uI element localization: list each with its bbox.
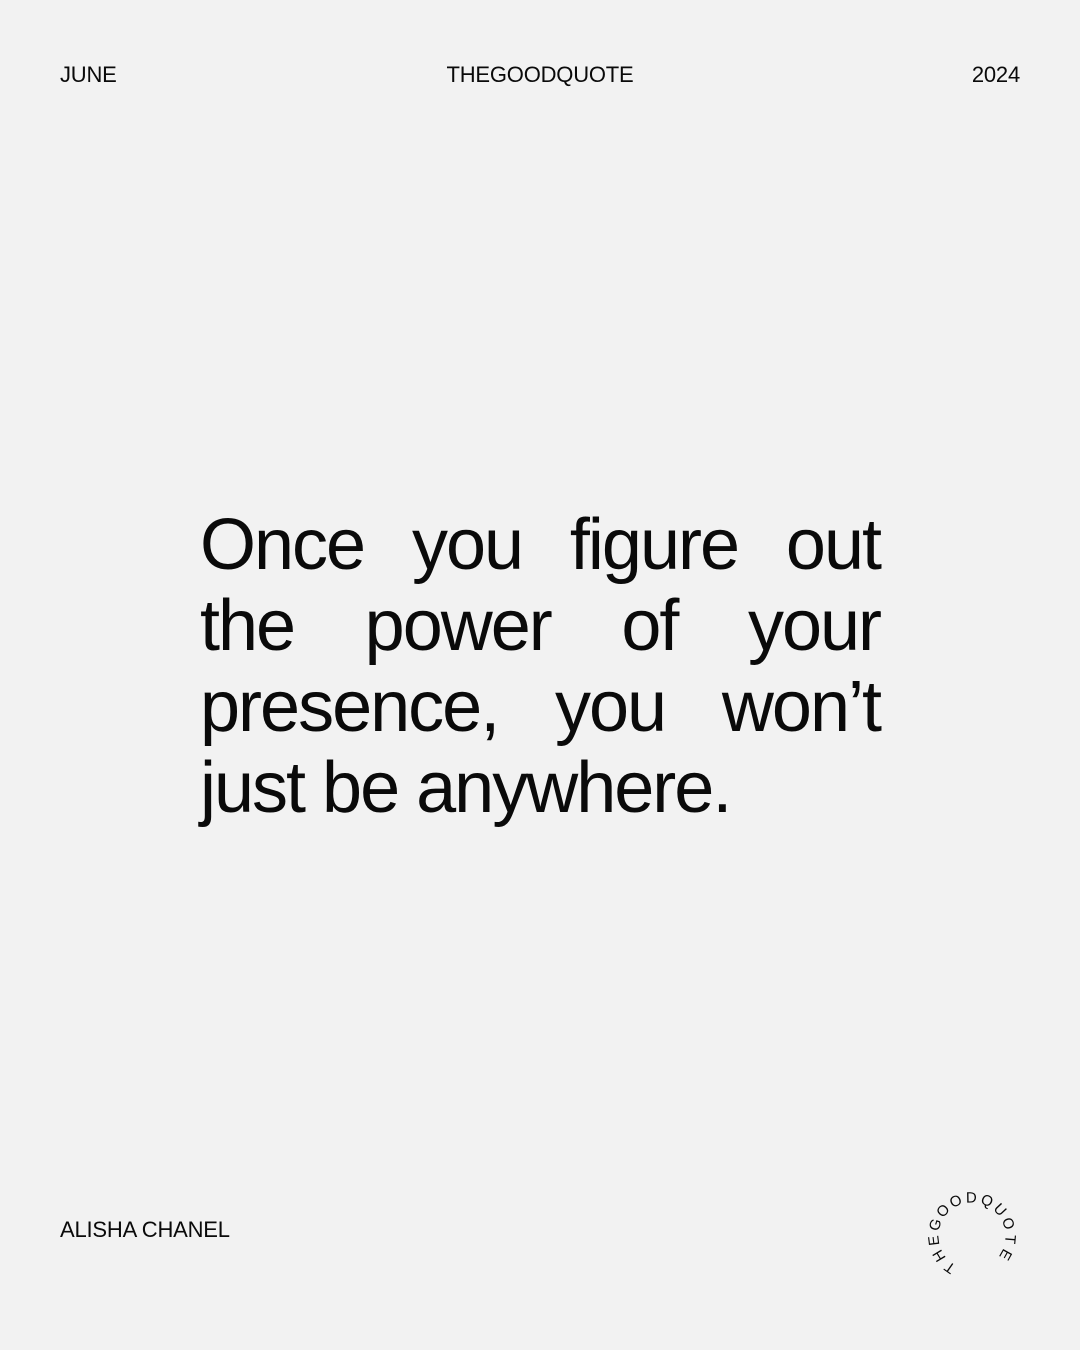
seal-letter: O <box>947 1191 965 1212</box>
seal-letter: U <box>989 1200 1010 1220</box>
quote-text: Once you figure out the power of your presence, you won’t just be anywhere. <box>200 505 880 828</box>
seal-letter: E <box>925 1234 944 1247</box>
brand-title: THEGOODQUOTE <box>446 62 634 87</box>
month-label: JUNE <box>60 62 117 87</box>
seal-letter: T <box>941 1257 959 1277</box>
seal-letter: T <box>1000 1234 1019 1245</box>
seal-letter: H <box>929 1246 950 1265</box>
author-name: ALISHA CHANEL <box>60 1217 230 1242</box>
seal-letter: O <box>997 1215 1018 1232</box>
year-label: 2024 <box>971 62 1020 87</box>
seal-letter: Q <box>978 1190 996 1212</box>
seal-letter: G <box>925 1216 946 1233</box>
seal-letter: O <box>933 1201 954 1222</box>
seal-logo-graphic <box>917 1181 1027 1291</box>
seal-letter: D <box>965 1189 977 1207</box>
circular-logo-seal <box>917 1181 1027 1291</box>
seal-letter: E <box>995 1245 1016 1263</box>
